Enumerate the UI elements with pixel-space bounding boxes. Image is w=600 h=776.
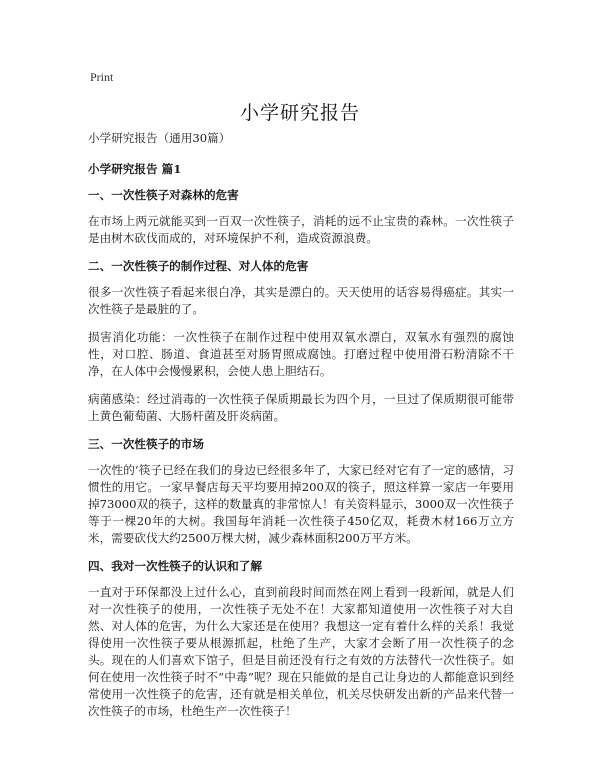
paragraph: 一次性的‘筷子已经在我们的身边已经很多年了，大家已经对它有了一定的感情，习惯性的用它。一家早餐店每天平均要用掉200双的筷子，照这样算一家店一年要用掉73000双的筷子，这样的数量真的非常惊人！有关资料显示，3000双一次性筷子等于一棵20年的大树。我国每年消耗一次性筷子450亿双，耗费木材166万立方米，需要砍伐大约2500万棵大树，减少森林面积200万平方米。	[88, 463, 514, 545]
section-heading: 四、我对一次性筷子的认识和了解	[88, 559, 262, 573]
paragraph: 一直对于环保都没上过什么心，直到前段时间而然在网上看到一段新闻，就是人们对一次性筷子的使用，一次性筷子无处不在！大家都知道使用一次性筷子对大自然、对人体的危害，为什么大家还是在使用？我想这一定有着什么样的关系！我觉得使用一次性筷子要从根源抓起，杜绝了生产，大家才会断了用一次性筷子的念头。现在的人们喜欢下馆子，但是目前还没有行之有效的方法替代一次性筷子。如何在使用一次性筷子时不“中毒”呢？现在只能做的是自己让身边的人都能意识到经常使用一次性筷子的危害，还有就是相关单位，机关尽快研发出新的产品来代替一次性筷子的市场，杜绝生产一次性筷子！	[88, 585, 514, 718]
section-heading: 一、一次性筷子对森林的危害	[88, 188, 239, 202]
page-title: 小学研究报告	[239, 102, 360, 124]
paragraph: 在市场上两元就能买到一百双一次性筷子，消耗的远不止宝贵的森林。一次性筷子是由树木砍伐而成的，对环境保护不利，造成资源浪费。	[88, 214, 514, 245]
document-subtitle: 小学研究报告（通用30篇）	[88, 131, 231, 145]
print-label: Print	[90, 70, 114, 84]
section-heading: 二、一次性筷子的制作过程、对人体的危害	[88, 259, 309, 273]
paragraph: 损害消化功能：一次性筷子在制作过程中使用双氧水漂白，双氧水有强烈的腐蚀性，对口腔、肠道、食道甚至对肠胃照成腐蚀。打磨过程中使用滑石粉清除不干净，在人体中会慢慢累积，会使人患上胆结石。	[88, 330, 514, 378]
paragraph: 病菌感染：经过消毒的一次性筷子保质期最长为四个月，一旦过了保质期很可能带上黄色葡萄菌、大肠杆菌及肝炎病菌。	[88, 392, 514, 423]
document-body	[88, 130, 514, 731]
paragraph: 很多一次性筷子看起来很白净，其实是漂白的。天天使用的话容易得癌症。其实一次性筷子是最脏的了。	[88, 285, 514, 316]
section-heading: 三、一次性筷子的市场	[88, 437, 204, 451]
part-heading: 小学研究报告 篇1	[88, 162, 182, 176]
